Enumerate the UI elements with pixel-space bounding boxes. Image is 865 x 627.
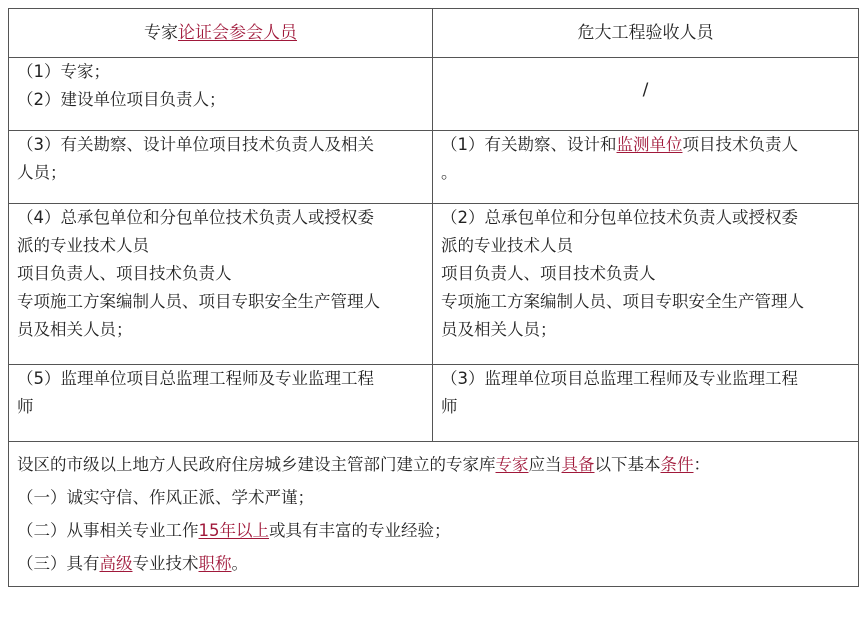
cell-line: （1）专家；: [17, 62, 110, 81]
table-row: [9, 204, 859, 365]
cell-line: 项目负责人、项目技术负责人: [17, 264, 232, 283]
cell-line: 。: [441, 163, 458, 182]
cell-line: [441, 131, 850, 159]
cell-line: 人员；: [17, 163, 67, 182]
text-part: （1）有关勘察、设计和: [441, 135, 617, 154]
header-expert-meeting: [9, 9, 433, 58]
footer-line-3: [17, 514, 850, 547]
header-acceptance: 危大工程验收人员: [433, 9, 859, 58]
cell-line: 员及相关人员；: [17, 320, 133, 339]
text-part: 应当: [528, 455, 562, 474]
table-header-row: [9, 9, 859, 58]
text-part: 。: [231, 554, 248, 573]
cell-line: 派的专业技术人员: [17, 236, 149, 255]
cell-line: 派的专业技术人员: [441, 236, 573, 255]
footer-line-2: （一）诚实守信、作风正派、学术严谨；: [17, 488, 314, 507]
cell-left-3: [9, 204, 433, 365]
highlight-title: 职称: [198, 554, 232, 573]
table-row-footer: [9, 442, 859, 587]
cell-right-3: [433, 204, 859, 365]
table-row: [9, 131, 859, 204]
cell-line: 师: [17, 397, 34, 416]
slash-mark: /: [642, 80, 649, 100]
text-part: 设区的市级以上地方人民政府住房城乡建设主管部门建立的专家库: [17, 455, 496, 474]
cell-line: 项目负责人、项目技术负责人: [441, 264, 656, 283]
cell-line: 专项施工方案编制人员、项目专职安全生产管理人: [17, 292, 380, 311]
table-row: [9, 58, 859, 131]
text-part: 专业技术: [132, 554, 199, 573]
footer-conditions: [9, 442, 859, 587]
cell-line: （2）总承包单位和分包单位技术负责人或授权委: [441, 208, 798, 227]
highlight-possess: 具备: [561, 455, 595, 474]
cell-line: （4）总承包单位和分包单位技术负责人或授权委: [17, 208, 374, 227]
highlight-years: 15年以上: [198, 521, 269, 540]
cell-line: 专项施工方案编制人员、项目专职安全生产管理人: [441, 292, 804, 311]
text-part: 或具有丰富的专业经验；: [269, 521, 451, 540]
header-left-prefix: 专家: [144, 23, 178, 43]
cell-line: 师: [441, 397, 458, 416]
requirements-table: [8, 8, 859, 587]
cell-right-2: [433, 131, 859, 204]
footer-line-1: [17, 448, 850, 481]
table-row: [9, 365, 859, 442]
cell-line: （3）有关勘察、设计单位项目技术负责人及相关: [17, 135, 374, 154]
cell-line: （3）监理单位项目总监理工程师及专业监理工程: [441, 369, 798, 388]
text-part: （三）具有: [17, 554, 100, 573]
cell-left-1: [9, 58, 433, 131]
highlight-monitoring-unit: 监测单位: [616, 135, 683, 154]
cell-line: （2）建设单位项目负责人；: [17, 90, 226, 109]
highlight-senior: 高级: [99, 554, 133, 573]
cell-left-2: [9, 131, 433, 204]
highlight-conditions: 条件: [660, 455, 694, 474]
text-part: （二）从事相关专业工作: [17, 521, 199, 540]
cell-right-4: [433, 365, 859, 442]
cell-line: 员及相关人员；: [441, 320, 557, 339]
cell-right-1: [433, 58, 859, 131]
text-part: ：: [693, 455, 710, 474]
footer-line-4: [17, 547, 850, 580]
cell-line: （5）监理单位项目总监理工程师及专业监理工程: [17, 369, 374, 388]
text-part: 以下基本: [594, 455, 661, 474]
text-part: 项目技术负责人: [682, 135, 798, 154]
header-left-highlight: 论证会参会人员: [178, 23, 297, 43]
cell-left-4: [9, 365, 433, 442]
highlight-expert: 专家: [495, 455, 529, 474]
